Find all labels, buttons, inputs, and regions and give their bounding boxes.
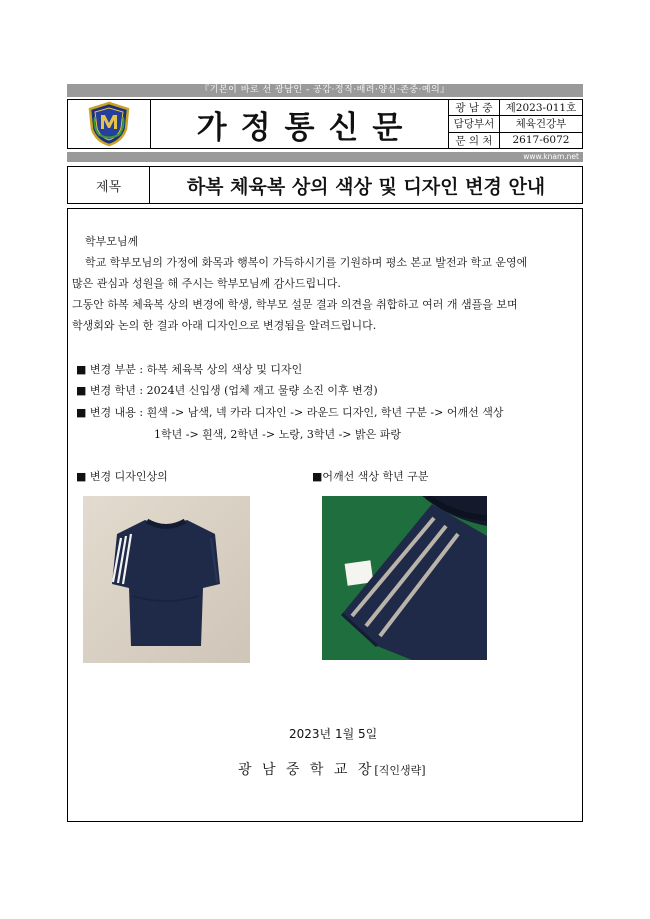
photo-caption-left: ■ 변경 디자인상의 xyxy=(76,470,168,483)
info-value: 2617-6072 xyxy=(499,132,582,148)
greeting: 학부모님께 xyxy=(85,235,139,248)
bullet-continuation: 1학년 -> 흰색, 2학년 -> 노랑, 3학년 -> 밝은 파랑 xyxy=(154,428,402,441)
school-emblem-icon xyxy=(86,101,132,147)
principal-title: 광 남 중 학 교 장 xyxy=(238,762,375,778)
bullet-square-icon: ■ xyxy=(76,363,90,376)
motto-banner: 『기본이 바로 선 광남인 - 공감·정직·배려·양심·존중·예의』 xyxy=(67,84,583,97)
bullet-square-icon: ■ xyxy=(312,470,323,483)
subject-title: 하복 체육복 상의 색상 및 디자인 변경 안내 xyxy=(186,175,546,198)
newsletter-title: 가정통신문 xyxy=(196,109,417,146)
info-value: 체육건강부 xyxy=(499,116,582,132)
info-label: 담당부서 xyxy=(449,116,500,132)
paragraph-line: 학교 학부모님의 가정에 화목과 행복이 가득하시기를 기원하며 평소 본교 발전과 학교 운영에 xyxy=(85,256,528,269)
bullet-text: 변경 내용 : 흰색 -> 남색, 넥 카라 디자인 -> 라운드 디자인, 학년 구분 -> 어깨선 색상 xyxy=(89,406,504,419)
signature-line xyxy=(238,759,426,779)
bullet-item xyxy=(76,382,378,398)
bullet-item xyxy=(76,404,504,420)
document-info-table xyxy=(448,100,582,148)
subject-row xyxy=(67,166,583,204)
letter-body xyxy=(67,208,583,822)
bullet-square-icon: ■ xyxy=(76,384,90,397)
shirt-front-photo xyxy=(83,496,250,663)
info-label: 문 의 처 xyxy=(449,132,500,148)
school-logo xyxy=(68,100,151,148)
info-value: 제2023-011호 xyxy=(499,100,582,116)
newsletter-header xyxy=(67,99,583,149)
paragraph-line: 그동안 하복 체육복 상의 변경에 학생, 학부모 설문 결과 의견을 취합하고 여러 개 샘플을 보며 xyxy=(72,298,518,311)
school-url: www.knam.net xyxy=(67,152,583,162)
shoulder-stripe-photo xyxy=(322,496,487,660)
info-row xyxy=(449,132,583,148)
bullet-text: 변경 학년 : 2024년 신입생 (업체 재고 물량 소진 이후 변경) xyxy=(89,384,378,397)
info-row xyxy=(449,116,583,132)
seal-note: [직인생략] xyxy=(374,764,426,777)
bullet-item xyxy=(76,361,302,377)
bullet-square-icon: ■ xyxy=(76,470,90,483)
paragraph-line: 학생회와 논의 한 결과 아래 디자인으로 변경됨을 알려드립니다. xyxy=(72,319,377,332)
photo-caption-right: ■어깨선 색상 학년 구분 xyxy=(312,470,429,483)
info-label: 광 남 중 xyxy=(449,100,500,116)
subject-label: 제목 xyxy=(68,167,150,203)
paragraph-line: 많은 관심과 성원을 해 주시는 학부모님께 감사드립니다. xyxy=(72,277,341,290)
info-row xyxy=(449,100,583,116)
bullet-text: 변경 부분 : 하복 체육복 상의 색상 및 디자인 xyxy=(89,363,303,376)
issue-date: 2023년 1월 5일 xyxy=(289,727,378,741)
bullet-square-icon: ■ xyxy=(76,406,90,419)
